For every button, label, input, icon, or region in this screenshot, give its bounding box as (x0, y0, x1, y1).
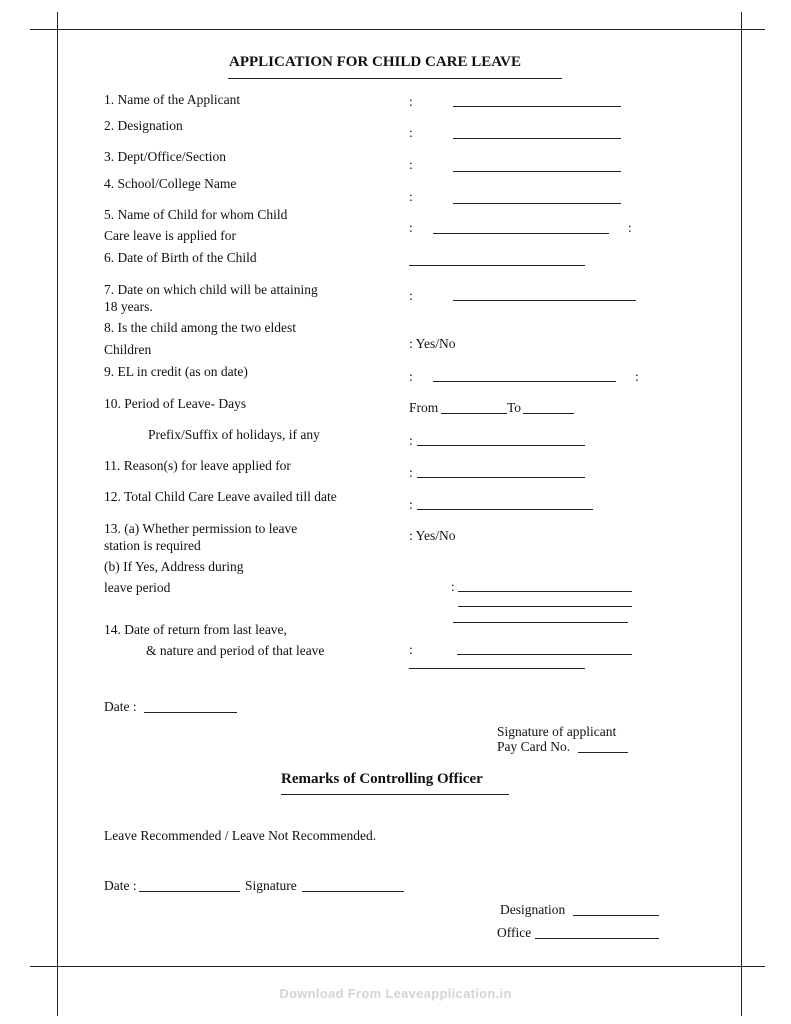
item-7-colon: : (409, 288, 413, 303)
item-10-prefix-label: Prefix/Suffix of holidays, if any (148, 427, 320, 442)
item-4-colon: : (409, 189, 413, 204)
watermark: Download From Leaveapplication.in (279, 986, 512, 1001)
designation-label: Designation (500, 902, 566, 917)
office-label: Office (497, 925, 532, 940)
address-blank-2[interactable] (458, 606, 632, 607)
item-14-label-line2: & nature and period of that leave (146, 643, 325, 658)
title-underline (228, 78, 562, 79)
from-label: From (409, 400, 439, 415)
item-5-colon: : (409, 220, 413, 235)
item-2-blank[interactable] (453, 138, 621, 139)
item-8-label-line2: Children (104, 342, 152, 357)
address-blank-3[interactable] (453, 622, 628, 623)
office-blank[interactable] (535, 938, 659, 939)
to-label: To (507, 400, 522, 415)
item-14-blank-1[interactable] (457, 654, 632, 655)
item-5-label-line2: Care leave is applied for (104, 228, 236, 243)
remarks-title: Remarks of Controlling Officer (281, 771, 483, 787)
item-7-label-line2: 18 years. (104, 299, 153, 314)
item-8-yes-no[interactable]: : Yes/No (409, 336, 456, 351)
item-3-blank[interactable] (453, 171, 621, 172)
item-13b-label-line1: (b) If Yes, Address during (104, 559, 244, 574)
item-5-trailing-colon: : (628, 220, 632, 235)
recommendation-text: Leave Recommended / Leave Not Recommended. (104, 828, 377, 843)
remarks-date-label: Date : (104, 878, 137, 893)
item-7-blank[interactable] (453, 300, 636, 301)
item-5-blank[interactable] (433, 233, 609, 234)
frame-bottom-line (30, 966, 765, 967)
item-11-colon: : (409, 465, 413, 480)
item-10-prefix-blank[interactable] (417, 445, 585, 446)
address-blank-1[interactable] (458, 591, 632, 592)
form-title: APPLICATION FOR CHILD CARE LEAVE (229, 54, 521, 70)
remarks-signature-label: Signature (245, 878, 297, 893)
item-2-label: 2. Designation (104, 118, 183, 133)
signature-of-applicant: Signature of applicant (497, 724, 617, 739)
item-14-blank-2[interactable] (409, 668, 585, 669)
applicant-date-label: Date : (104, 699, 137, 714)
pay-card-blank[interactable] (578, 752, 628, 753)
item-11-blank[interactable] (417, 477, 585, 478)
item-12-blank[interactable] (417, 509, 593, 510)
item-1-blank[interactable] (453, 106, 621, 107)
item-13b-colon: : (451, 579, 455, 594)
item-9-colon: : (409, 369, 413, 384)
item-10-prefix-colon: : (409, 433, 413, 448)
item-12-label: 12. Total Child Care Leave availed till date (104, 489, 337, 504)
to-blank[interactable] (523, 413, 574, 414)
item-10-label: 10. Period of Leave- Days (104, 396, 247, 411)
item-14-colon: : (409, 642, 413, 657)
item-3-colon: : (409, 157, 413, 172)
designation-blank[interactable] (573, 915, 659, 916)
remarks-signature-blank[interactable] (302, 891, 404, 892)
item-13a-label-line1: 13. (a) Whether permission to leave (104, 521, 298, 536)
item-13a-yes-no[interactable]: : Yes/No (409, 528, 456, 543)
item-1-label: 1. Name of the Applicant (104, 92, 241, 107)
frame-right-line (741, 12, 742, 1016)
pay-card-label: Pay Card No. (497, 739, 571, 754)
item-6-blank[interactable] (409, 265, 585, 266)
remarks-title-underline (281, 794, 509, 795)
item-13a-label-line2: station is required (104, 538, 201, 553)
remarks-date-blank[interactable] (139, 891, 240, 892)
item-5-label-line1: 5. Name of Child for whom Child (104, 207, 288, 222)
item-1-colon: : (409, 94, 413, 109)
item-7-label-line1: 7. Date on which child will be attaining (104, 282, 318, 297)
item-11-label: 11. Reason(s) for leave applied for (104, 458, 291, 473)
item-14-label-line1: 14. Date of return from last leave, (104, 622, 287, 637)
applicant-date-blank[interactable] (144, 712, 237, 713)
item-9-blank[interactable] (433, 381, 616, 382)
item-13b-label-line2: leave period (104, 580, 171, 595)
item-6-label: 6. Date of Birth of the Child (104, 250, 257, 265)
frame-left-line (57, 12, 58, 1016)
item-9-trailing-colon: : (635, 369, 639, 384)
item-3-label: 3. Dept/Office/Section (104, 149, 226, 164)
item-4-blank[interactable] (453, 203, 621, 204)
from-blank[interactable] (441, 413, 507, 414)
item-9-label: 9. EL in credit (as on date) (104, 364, 248, 379)
frame-top-line (30, 29, 765, 30)
item-12-colon: : (409, 497, 413, 512)
item-2-colon: : (409, 125, 413, 140)
item-8-label-line1: 8. Is the child among the two eldest (104, 320, 296, 335)
item-4-label: 4. School/College Name (104, 176, 237, 191)
